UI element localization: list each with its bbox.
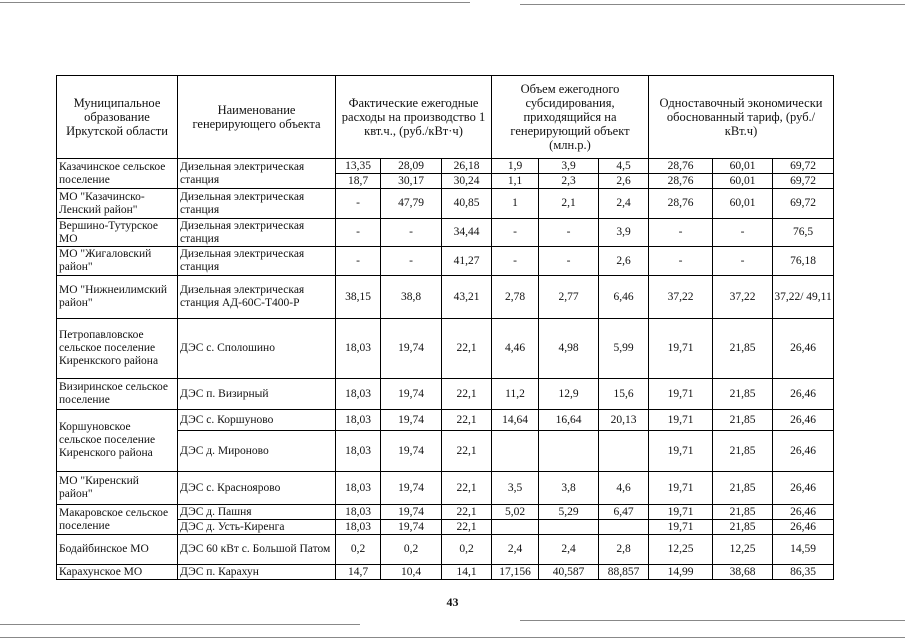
value-cell: - xyxy=(336,189,381,219)
value-cell: 18,03 xyxy=(336,410,381,431)
value-cell: 21,85 xyxy=(713,379,773,410)
value-cell: 19,71 xyxy=(649,472,713,505)
value-cell: 19,74 xyxy=(381,379,442,410)
value-cell: 21,85 xyxy=(713,410,773,431)
value-cell: 38,68 xyxy=(713,565,773,580)
value-cell xyxy=(492,520,539,535)
value-cell: 38,15 xyxy=(336,276,381,319)
value-cell: 26,46 xyxy=(773,431,834,472)
municipality-cell: Карахунское МО xyxy=(57,565,178,580)
value-cell: 86,35 xyxy=(773,565,834,580)
tariff-table xyxy=(56,75,834,580)
value-cell: 2,77 xyxy=(539,276,599,319)
value-cell: 21,85 xyxy=(713,319,773,379)
table-row xyxy=(57,379,834,410)
value-cell: 18,03 xyxy=(336,472,381,505)
table-row xyxy=(57,219,834,247)
value-cell: - xyxy=(649,219,713,247)
value-cell: 0,2 xyxy=(336,535,381,565)
value-cell: 43,21 xyxy=(442,276,492,319)
municipality-cell: Макаровское сельское поселение xyxy=(57,505,178,535)
value-cell: 47,79 xyxy=(381,189,442,219)
value-cell: 28,09 xyxy=(381,159,442,174)
value-cell: 26,46 xyxy=(773,520,834,535)
value-cell: 0,2 xyxy=(381,535,442,565)
value-cell: 22,1 xyxy=(442,431,492,472)
value-cell: 21,85 xyxy=(713,431,773,472)
header-tariff: Одноставочный экономически обоснованный тариф, (руб./кВт.ч) xyxy=(649,76,834,159)
object-cell: ДЭС п. Визирный xyxy=(178,379,336,410)
table-row xyxy=(57,410,834,431)
value-cell: 26,46 xyxy=(773,472,834,505)
value-cell: 6,46 xyxy=(599,276,649,319)
value-cell: 76,18 xyxy=(773,247,834,276)
value-cell: 37,22 xyxy=(713,276,773,319)
value-cell: 28,76 xyxy=(649,159,713,174)
value-cell: 26,46 xyxy=(773,505,834,520)
value-cell: 19,74 xyxy=(381,431,442,472)
value-cell: 3,9 xyxy=(539,159,599,174)
value-cell: - xyxy=(336,219,381,247)
value-cell: 2,4 xyxy=(599,189,649,219)
object-cell: Дизельная электрическая станция xyxy=(178,219,336,247)
value-cell: 2,78 xyxy=(492,276,539,319)
value-cell: 60,01 xyxy=(713,189,773,219)
table-row xyxy=(57,319,834,379)
object-cell: Дизельная электрическая станция АД-60С-Т400-Р xyxy=(178,276,336,319)
value-cell: 22,1 xyxy=(442,319,492,379)
value-cell: 69,72 xyxy=(773,174,834,189)
value-cell: 19,74 xyxy=(381,319,442,379)
value-cell: 2,6 xyxy=(599,247,649,276)
table-row xyxy=(57,159,834,174)
value-cell: 60,01 xyxy=(713,159,773,174)
header-municipality: Муниципальное образование Иркутской области xyxy=(57,76,178,159)
header-subsidy-volume: Объем ежегодного субсидирования, приходящийся на генерирующий объект (млн.р.) xyxy=(492,76,649,159)
municipality-cell: Казачинское сельское поселение xyxy=(57,159,178,189)
value-cell: 19,74 xyxy=(381,472,442,505)
municipality-cell: Бодайбинское МО xyxy=(57,535,178,565)
value-cell xyxy=(492,431,539,472)
value-cell: 40,587 xyxy=(539,565,599,580)
object-cell: ДЭС д. Мироново xyxy=(178,431,336,472)
table-row xyxy=(57,565,834,580)
value-cell: - xyxy=(539,247,599,276)
object-cell: ДЭС с. Сполошино xyxy=(178,319,336,379)
value-cell: 14,64 xyxy=(492,410,539,431)
page-number: 43 xyxy=(446,595,459,609)
value-cell: - xyxy=(381,247,442,276)
value-cell: 4,98 xyxy=(539,319,599,379)
value-cell: 26,46 xyxy=(773,319,834,379)
value-cell: 19,71 xyxy=(649,319,713,379)
object-cell: Дизельная электрическая станция xyxy=(178,159,336,189)
value-cell: 14,99 xyxy=(649,565,713,580)
value-cell: 40,85 xyxy=(442,189,492,219)
value-cell: 19,71 xyxy=(649,520,713,535)
value-cell: 5,99 xyxy=(599,319,649,379)
value-cell: 22,1 xyxy=(442,379,492,410)
value-cell: 19,71 xyxy=(649,410,713,431)
value-cell: - xyxy=(539,219,599,247)
value-cell: 18,03 xyxy=(336,431,381,472)
value-cell: 26,46 xyxy=(773,410,834,431)
value-cell: 28,76 xyxy=(649,174,713,189)
value-cell: 22,1 xyxy=(442,472,492,505)
table-row xyxy=(57,189,834,219)
table-row xyxy=(57,535,834,565)
value-cell: 88,857 xyxy=(599,565,649,580)
value-cell: 14,7 xyxy=(336,565,381,580)
value-cell: 2,6 xyxy=(599,174,649,189)
value-cell: 37,22 xyxy=(649,276,713,319)
value-cell: 3,9 xyxy=(599,219,649,247)
value-cell: 26,18 xyxy=(442,159,492,174)
object-cell: ДЭС с. Красноярово xyxy=(178,472,336,505)
value-cell: 14,1 xyxy=(442,565,492,580)
value-cell: 28,76 xyxy=(649,189,713,219)
value-cell: 19,71 xyxy=(649,431,713,472)
value-cell: - xyxy=(713,219,773,247)
value-cell: 4,6 xyxy=(599,472,649,505)
table-row xyxy=(57,472,834,505)
value-cell: 30,24 xyxy=(442,174,492,189)
table-row xyxy=(57,247,834,276)
value-cell: 16,64 xyxy=(539,410,599,431)
value-cell: 1 xyxy=(492,189,539,219)
value-cell: 4,46 xyxy=(492,319,539,379)
municipality-cell: Коршуновское сельское поселение Киренского района xyxy=(57,410,178,472)
object-cell: Дизельная электрическая станция xyxy=(178,189,336,219)
value-cell xyxy=(599,520,649,535)
value-cell: 15,6 xyxy=(599,379,649,410)
municipality-cell: МО "Жигаловский район" xyxy=(57,247,178,276)
value-cell: 30,17 xyxy=(381,174,442,189)
table-row xyxy=(57,276,834,319)
value-cell: 20,13 xyxy=(599,410,649,431)
value-cell: 18,7 xyxy=(336,174,381,189)
value-cell: 38,8 xyxy=(381,276,442,319)
value-cell: 12,25 xyxy=(649,535,713,565)
value-cell: 17,156 xyxy=(492,565,539,580)
value-cell: 18,03 xyxy=(336,505,381,520)
value-cell: 2,8 xyxy=(599,535,649,565)
value-cell xyxy=(539,520,599,535)
municipality-cell: МО "Киренский район" xyxy=(57,472,178,505)
value-cell: 19,74 xyxy=(381,410,442,431)
value-cell: - xyxy=(336,247,381,276)
object-cell: Дизельная электрическая станция xyxy=(178,247,336,276)
value-cell: 1,9 xyxy=(492,159,539,174)
value-cell: 3,8 xyxy=(539,472,599,505)
value-cell: 5,29 xyxy=(539,505,599,520)
header-object: Наименование генерирующего объекта xyxy=(178,76,336,159)
value-cell: - xyxy=(492,247,539,276)
value-cell: 76,5 xyxy=(773,219,834,247)
municipality-cell: МО "Нижнеилимский район" xyxy=(57,276,178,319)
municipality-cell: МО "Казачинско-Ленский район" xyxy=(57,189,178,219)
value-cell: 18,03 xyxy=(336,319,381,379)
value-cell: 5,02 xyxy=(492,505,539,520)
value-cell: - xyxy=(649,247,713,276)
value-cell: 22,1 xyxy=(442,505,492,520)
value-cell: 22,1 xyxy=(442,520,492,535)
object-cell: ДЭС 60 кВт с. Большой Патом xyxy=(178,535,336,565)
value-cell: 10,4 xyxy=(381,565,442,580)
value-cell: 69,72 xyxy=(773,189,834,219)
value-cell: 22,1 xyxy=(442,410,492,431)
value-cell: 2,4 xyxy=(539,535,599,565)
header-actual-costs: Фактические ежегодные расходы на производство 1 квт.ч., (руб./кВт·ч) xyxy=(336,76,492,159)
value-cell: 26,46 xyxy=(773,379,834,410)
value-cell: 69,72 xyxy=(773,159,834,174)
value-cell: 18,03 xyxy=(336,379,381,410)
value-cell: - xyxy=(713,247,773,276)
value-cell: 6,47 xyxy=(599,505,649,520)
value-cell: 37,22/ 49,11 xyxy=(773,276,834,319)
value-cell: 21,85 xyxy=(713,505,773,520)
value-cell: 12,9 xyxy=(539,379,599,410)
value-cell: 18,03 xyxy=(336,520,381,535)
value-cell: 19,74 xyxy=(381,520,442,535)
municipality-cell: Визиринское сельское поселение xyxy=(57,379,178,410)
value-cell: 13,35 xyxy=(336,159,381,174)
value-cell: 19,71 xyxy=(649,505,713,520)
value-cell: 2,3 xyxy=(539,174,599,189)
value-cell: - xyxy=(492,219,539,247)
value-cell: 12,25 xyxy=(713,535,773,565)
value-cell: 4,5 xyxy=(599,159,649,174)
value-cell: 2,4 xyxy=(492,535,539,565)
object-cell: ДЭС п. Карахун xyxy=(178,565,336,580)
value-cell: 14,59 xyxy=(773,535,834,565)
object-cell: ДЭС д. Пашня xyxy=(178,505,336,520)
value-cell xyxy=(599,431,649,472)
value-cell: 19,71 xyxy=(649,379,713,410)
value-cell: 11,2 xyxy=(492,379,539,410)
value-cell: 34,44 xyxy=(442,219,492,247)
value-cell: 41,27 xyxy=(442,247,492,276)
value-cell: 21,85 xyxy=(713,472,773,505)
object-cell: ДЭС с. Коршуново xyxy=(178,410,336,431)
value-cell: 3,5 xyxy=(492,472,539,505)
municipality-cell: Петропавловское сельское поселение Киренкского района xyxy=(57,319,178,379)
value-cell: 0,2 xyxy=(442,535,492,565)
object-cell: ДЭС д. Усть-Киренга xyxy=(178,520,336,535)
value-cell: 19,74 xyxy=(381,505,442,520)
table-row xyxy=(57,505,834,520)
value-cell: 2,1 xyxy=(539,189,599,219)
value-cell: 60,01 xyxy=(713,174,773,189)
value-cell: - xyxy=(381,219,442,247)
municipality-cell: Вершино-Тутурское МО xyxy=(57,219,178,247)
value-cell xyxy=(539,431,599,472)
value-cell: 21,85 xyxy=(713,520,773,535)
value-cell: 1,1 xyxy=(492,174,539,189)
